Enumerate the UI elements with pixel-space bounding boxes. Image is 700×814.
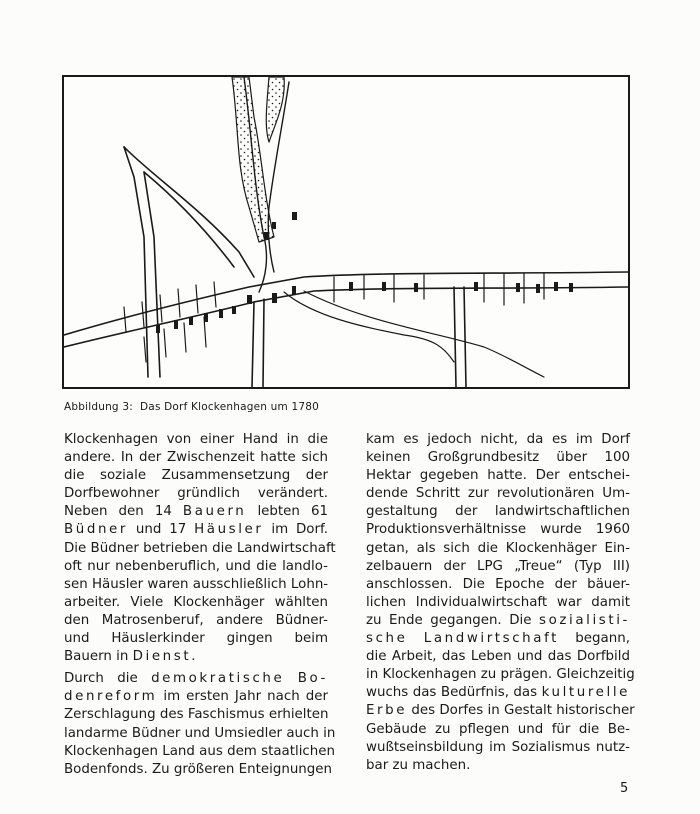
text-line: Büdner und 17 Häusler im Dorf. (64, 522, 328, 538)
road-south-a (252, 302, 254, 387)
road-south-c (454, 287, 456, 387)
text-line: arbeiter. Viele Klockenhäger wählten (64, 594, 328, 610)
text-line: andere. In der Zwischenzeit hatte sich (64, 450, 328, 466)
text-line: zelbauern der LPG „Treue“ (Typ III) (366, 558, 630, 574)
text-line: gestaltung der landwirtschaftlichen (366, 504, 630, 520)
text-line: in Klockenhagen zu prägen. Gleichzeitig (366, 667, 635, 683)
text-line: sen Häusler waren ausschließlich Lohn- (64, 576, 329, 592)
text-line: Klockenhagen Land aus dem staatlichen (64, 743, 336, 759)
text-line: Klockenhagen von einer Hand in die (64, 432, 328, 447)
text-line: keinen Großgrundbesitz über 100 (366, 450, 630, 466)
spaced-emphasis: kulturelle (541, 685, 630, 701)
text-line: oft nur nebenberuflich, und die landlo- (64, 558, 328, 574)
road-south-d (464, 287, 466, 387)
text-line: Neben den 14 Bauern lebten 61 (64, 504, 328, 520)
plot-lines-west (124, 282, 216, 332)
text-line: zu Ende gegangen. Die sozialisti- (366, 612, 630, 628)
spaced-emphasis: Büdner (64, 522, 129, 538)
text-line: Bauern in Dienst. (64, 649, 196, 665)
figure-caption: Abbildung 3: Das Dorf Klockenhagen um 1780 (64, 401, 319, 413)
text-line: dende Schritt zur revolutionären Um- (366, 486, 630, 502)
village-map-drawing (64, 77, 628, 387)
spaced-emphasis: sozialisti- (539, 612, 630, 628)
text-line: und Häuslerkinder gingen beim (64, 631, 328, 647)
text-line: Erbe des Dorfes in Gestalt historischer (366, 703, 635, 719)
text-line: wußtseinsbildung im Sozialismus nutz- (366, 739, 630, 755)
text-line: wuchs das Bedürfnis, das kulturelle (366, 685, 630, 701)
paragraph (366, 431, 635, 775)
text-column-right (366, 431, 635, 775)
road-south-b (263, 299, 264, 387)
spaced-emphasis: demokratische (151, 671, 285, 687)
spaced-emphasis: Häusler (194, 522, 264, 538)
paragraph (64, 670, 336, 779)
spaced-emphasis: Erbe (366, 703, 408, 719)
village-map-figure (62, 75, 630, 389)
meadow-strip-right (266, 77, 284, 142)
text-line: anschlossen. Die Epoche der bäuer- (366, 576, 630, 592)
text-column-left (64, 431, 336, 779)
text-line: den Matrosenberuf, andere Büdner- (64, 612, 328, 628)
text-line: kam es jedoch nicht, da es im Dorf (366, 432, 630, 447)
text-line: lichen Individualwirtschaft war damit (366, 594, 630, 610)
text-line: sche Landwirtschaft begann, (366, 631, 630, 647)
text-line: bar zu machen. (366, 757, 471, 773)
text-line: landarme Büdner und Umsiedler auch in (64, 725, 336, 741)
spaced-emphasis: Bauern (182, 504, 247, 520)
spaced-emphasis: Bo- (297, 671, 328, 687)
text-line: Zerschlagung des Faschismus erhielten (64, 707, 329, 723)
text-line: Die Büdner betrieben die Landwirtschaft (64, 540, 336, 556)
road-nw-a (124, 147, 254, 277)
text-line: getan, als sich die Klockenhäger Ein- (366, 540, 630, 556)
brook-south-east (304, 291, 544, 377)
spaced-emphasis: denreform (64, 689, 158, 705)
spaced-emphasis: Dienst (132, 649, 192, 665)
text-line: Gebäude zu pflegen und für die Be- (366, 721, 630, 737)
text-line: Produktionsverhältnisse wurde 1960 (366, 522, 630, 538)
page-number: 5 (620, 781, 629, 796)
spaced-emphasis: Landwirtschaft (423, 631, 560, 647)
text-line: die Arbeit, das Leben und das Dorfbild (366, 649, 630, 665)
text-line: denreform im ersten Jahr nach der (64, 689, 328, 705)
text-line: die soziale Zusammensetzung der (64, 468, 328, 484)
text-line: Bodenfonds. Zu größeren Enteignungen (64, 761, 333, 777)
text-line: Durch die demokratische Bo- (64, 671, 328, 687)
brook-south (284, 292, 454, 362)
paragraph (64, 431, 336, 666)
text-line: Hektar gegeben hatte. Der entschei- (366, 468, 630, 484)
text-line: Dorfbewohner gründlich verändert. (64, 486, 328, 502)
road-nw-b (144, 172, 234, 267)
spaced-emphasis: sche (366, 631, 408, 647)
